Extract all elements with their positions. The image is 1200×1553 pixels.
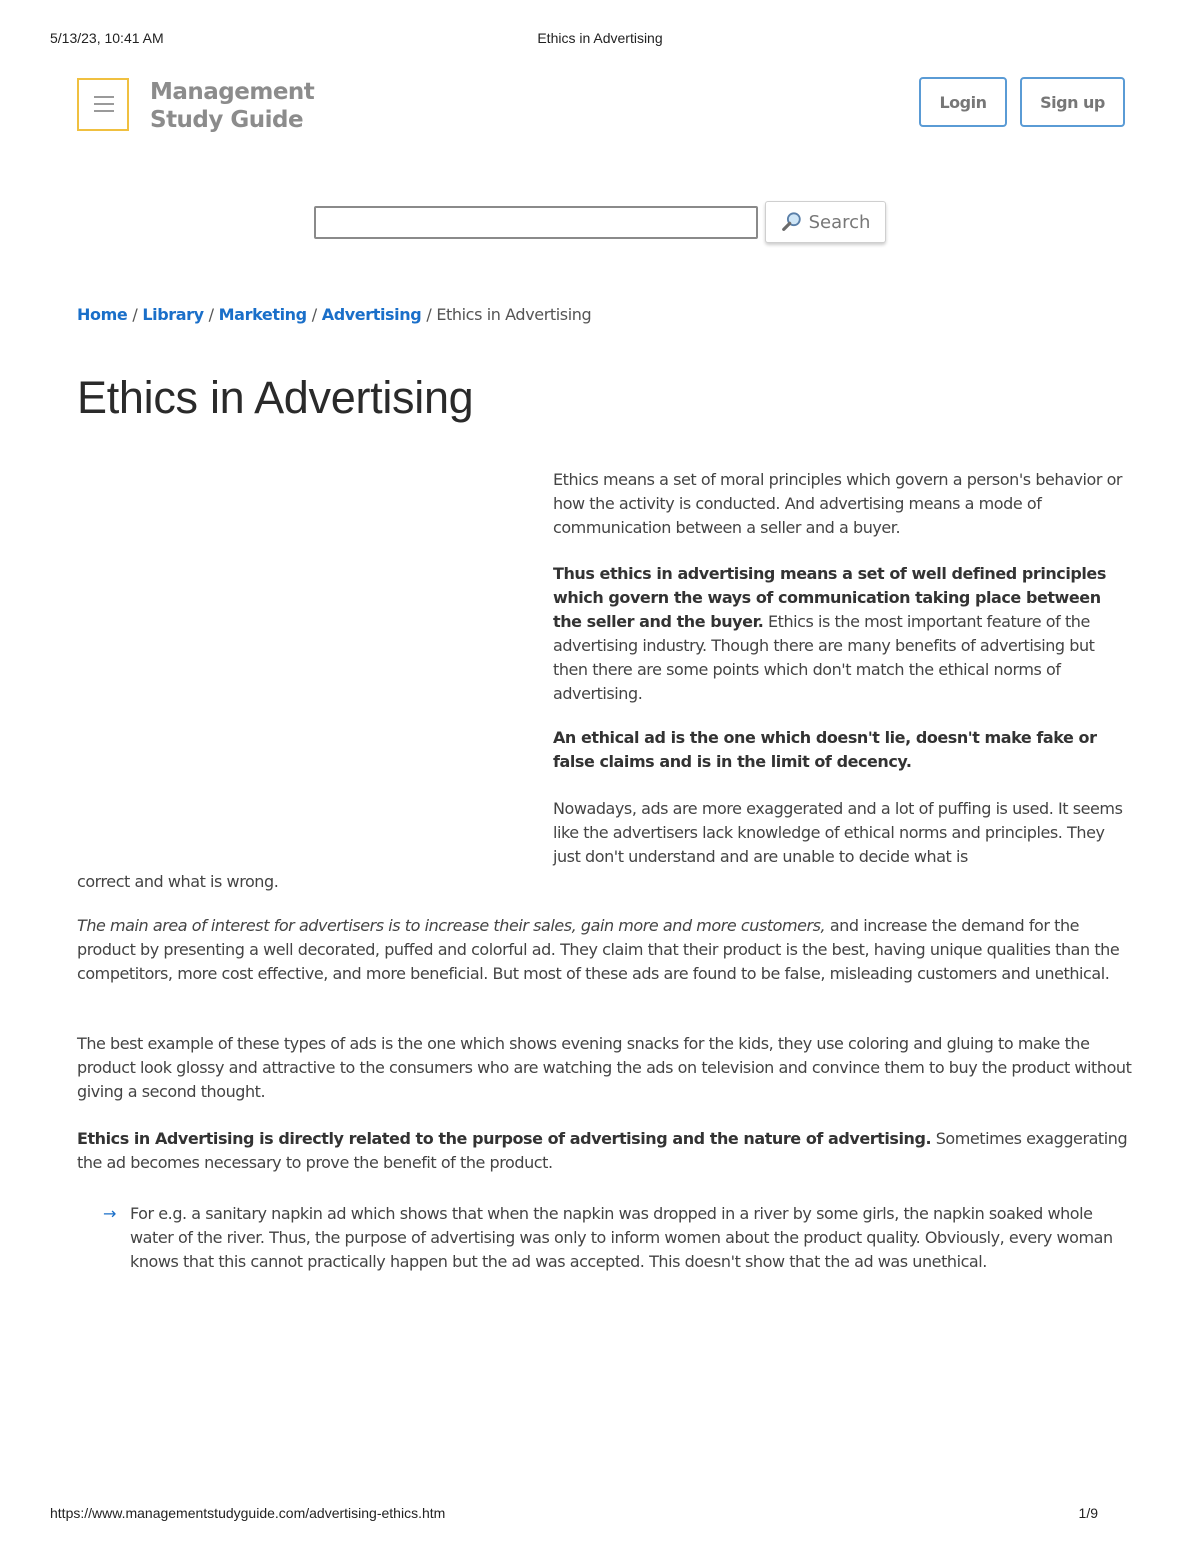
search-button[interactable]	[765, 201, 886, 243]
paragraph-text: Ethics is the most important feature of the advertising industry. Though there are many benefits of advertising but then there are some points which don't match the ethical norms of advertising.	[553, 612, 1095, 703]
breadcrumb-advertising[interactable]: Advertising	[321, 305, 422, 324]
breadcrumb-separator: /	[208, 305, 214, 324]
paragraph-text: The best example of these types of ads is the one which shows evening snacks for the kids, they use coloring and gluing to make the product look glossy and attractive to the consumers who are watching the ads on television and convince them to buy the product without giving a second thought.	[77, 1034, 1132, 1101]
paragraph-bold: An ethical ad is the one which doesn't lie, doesn't make fake or false claims and is in the limit of decency.	[553, 728, 1097, 771]
breadcrumb-separator: /	[311, 305, 317, 324]
print-page-number: 1/9	[1078, 1505, 1098, 1521]
print-title: Ethics in Advertising	[537, 30, 663, 46]
arrow-right-icon: →	[103, 1204, 116, 1223]
paragraph-text: Ethics means a set of moral principles which govern a person's behavior or how the activity is conducted. And advertising means a mode of communication between a seller and a buyer.	[553, 470, 1123, 537]
paragraph-text: and increase the demand for the product by presenting a well decorated, puffed and colorful ad. They claim that their product is the best, having unique qualities than the competitors, more cost effective, and more beneficial. But most of these ads are found to be false, misleading customers and unethical.	[77, 916, 1120, 983]
article-paragraph-1	[553, 468, 1133, 540]
hamburger-icon	[94, 96, 114, 98]
article-paragraph-7	[77, 1127, 1137, 1175]
magnifier-icon	[781, 211, 803, 233]
article-paragraph-3	[553, 726, 1133, 774]
logo-line2: Study Guide	[150, 107, 304, 133]
search-input[interactable]	[314, 206, 758, 239]
paragraph-bold: Thus ethics in advertising means a set of well defined principles which govern the ways of communication taking place between the seller and the buyer.	[553, 564, 1106, 631]
list-item-text: For e.g. a sanitary napkin ad which shows that when the napkin was dropped in a river by some girls, the napkin soaked whole water of the river. Thus, the purpose of advertising was only to inform women about the product quality. Obviously, every woman knows that this cannot practically happen but the ad was accepted. This doesn't show that the ad was unethical.	[130, 1204, 1113, 1271]
breadcrumb-home[interactable]: Home	[77, 305, 128, 324]
breadcrumb-marketing[interactable]: Marketing	[218, 305, 307, 324]
print-url: https://www.managementstudyguide.com/advertising-ethics.htm	[50, 1505, 446, 1521]
article-paragraph-5	[77, 914, 1137, 986]
breadcrumb-separator: /	[132, 305, 138, 324]
site-logo[interactable]	[150, 78, 314, 134]
signup-button[interactable]: Sign up	[1020, 77, 1125, 127]
paragraph-bold: Ethics in Advertising is directly related to the purpose of advertising and the nature of advertising.	[77, 1129, 932, 1148]
paragraph-italic: The main area of interest for advertisers is to increase their sales, gain more and more customers,	[77, 916, 826, 935]
print-footer	[50, 1505, 1150, 1525]
article-paragraph-4-cont	[77, 870, 1137, 894]
paragraph-text: Sometimes exaggerating the ad becomes necessary to prove the benefit of the product.	[77, 1129, 1128, 1172]
breadcrumb-current: Ethics in Advertising	[436, 305, 592, 324]
print-date: 5/13/23, 10:41 AM	[50, 30, 164, 46]
list-item	[103, 1202, 1123, 1274]
page-title: Ethics in Advertising	[77, 372, 474, 423]
article-paragraph-6	[77, 1032, 1137, 1104]
paragraph-text: Nowadays, ads are more exaggerated and a lot of puffing is used. It seems like the advertisers lack knowledge of ethical norms and principles. They just don't understand and are unable to decide what is	[553, 799, 1123, 866]
breadcrumb	[77, 305, 591, 324]
article-paragraph-4	[553, 797, 1133, 869]
search-button-label: Search	[808, 211, 871, 233]
menu-hamburger-button[interactable]	[77, 78, 129, 131]
paragraph-text: correct and what is wrong.	[77, 872, 279, 891]
logo-line1: Management	[150, 79, 315, 105]
print-header	[50, 30, 1150, 50]
breadcrumb-library[interactable]: Library	[142, 305, 204, 324]
breadcrumb-separator: /	[426, 305, 432, 324]
login-button[interactable]: Login	[919, 77, 1007, 127]
article-paragraph-2	[553, 562, 1133, 706]
